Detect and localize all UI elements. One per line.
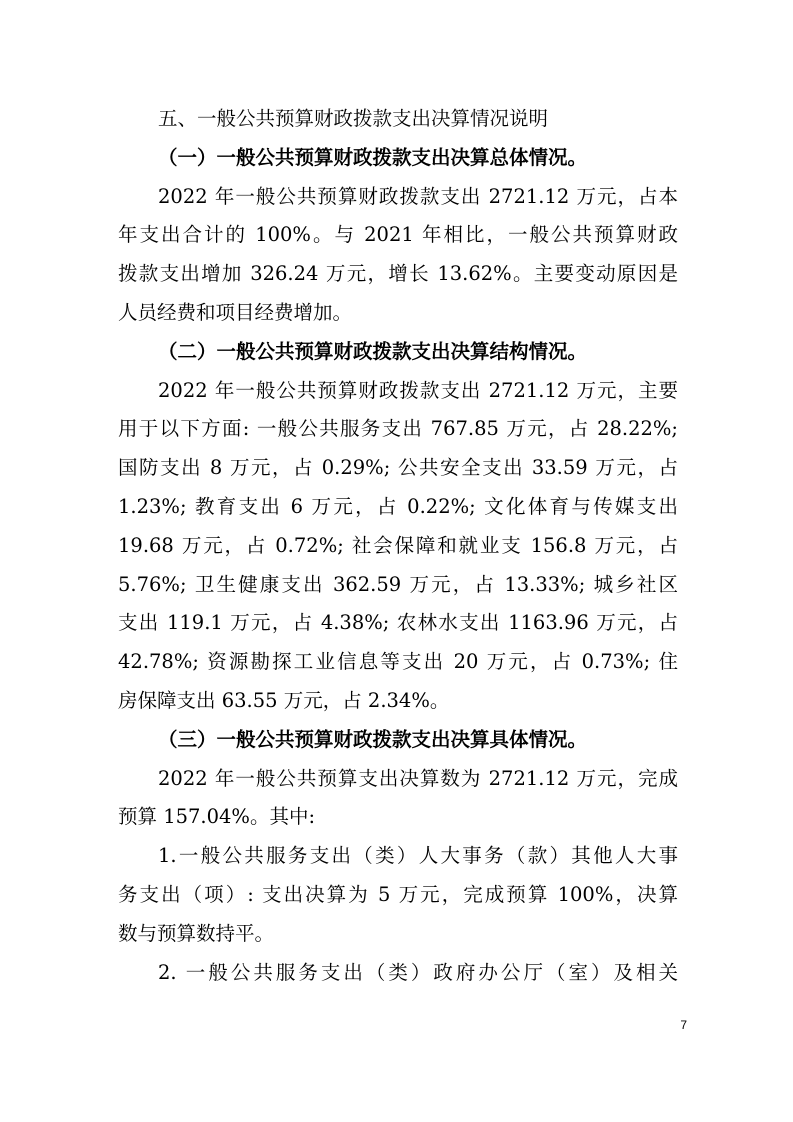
paragraph-line: 42.78%; 资源勘探工业信息等支出 20 万元，占 0.73%; 住 bbox=[118, 650, 678, 674]
paragraph-line: 5.76%; 卫生健康支出 362.59 万元，占 13.33%; 城乡社区 bbox=[118, 572, 678, 596]
paragraph-line: 人员经费和项目经费增加。 bbox=[118, 300, 353, 324]
paragraph-line: 预算 157.04%。其中: bbox=[118, 805, 316, 829]
list-item-1-line: 务支出（项）: 支出决算为 5 万元，完成预算 100%，决算 bbox=[118, 882, 678, 906]
paragraph-line: 用于以下方面: 一般公共服务支出 767.85 万元，占 28.22%; bbox=[118, 417, 678, 441]
subsection-1-heading: （一）一般公共预算财政拨款支出决算总体情况。 bbox=[158, 145, 588, 169]
list-item-2-line: 2. 一般公共服务支出（类）政府办公厅（室）及相关 bbox=[158, 960, 678, 984]
paragraph-line: 2022 年一般公共预算支出决算数为 2721.12 万元，完成 bbox=[158, 766, 678, 790]
paragraph-line: 2022 年一般公共预算财政拨款支出 2721.12 万元，主要 bbox=[158, 378, 678, 402]
paragraph-line: 支出 119.1 万元，占 4.38%; 农林水支出 1163.96 万元，占 bbox=[118, 611, 678, 635]
document-body bbox=[118, 100, 678, 992]
subsection-2-heading: （二）一般公共预算财政拨款支出决算结构情况。 bbox=[158, 339, 588, 363]
subsection-3-heading: （三）一般公共预算财政拨款支出决算具体情况。 bbox=[158, 727, 588, 751]
paragraph-line: 房保障支出 63.55 万元，占 2.34%。 bbox=[118, 688, 450, 712]
paragraph-line: 19.68 万元，占 0.72%; 社会保障和就业支 156.8 万元，占 bbox=[118, 533, 678, 557]
list-item-1-line: 数与预算数持平。 bbox=[118, 921, 275, 945]
page-number: 7 bbox=[680, 1018, 687, 1032]
paragraph-line: 年支出合计的 100%。与 2021 年相比，一般公共预算财政 bbox=[118, 223, 678, 247]
paragraph-line: 1.23%; 教育支出 6 万元，占 0.22%; 文化体育与传媒支出 bbox=[118, 494, 678, 518]
paragraph-line: 国防支出 8 万元，占 0.29%; 公共安全支出 33.59 万元，占 bbox=[118, 456, 678, 480]
paragraph-line: 拨款支出增加 326.24 万元，增长 13.62%。主要变动原因是 bbox=[118, 262, 678, 286]
paragraph-line: 2022 年一般公共预算财政拨款支出 2721.12 万元，占本 bbox=[158, 184, 678, 208]
section-title: 五、一般公共预算财政拨款支出决算情况说明 bbox=[158, 107, 549, 130]
list-item-1-line: 1.一般公共服务支出（类）人大事务（款）其他人大事 bbox=[158, 844, 678, 868]
